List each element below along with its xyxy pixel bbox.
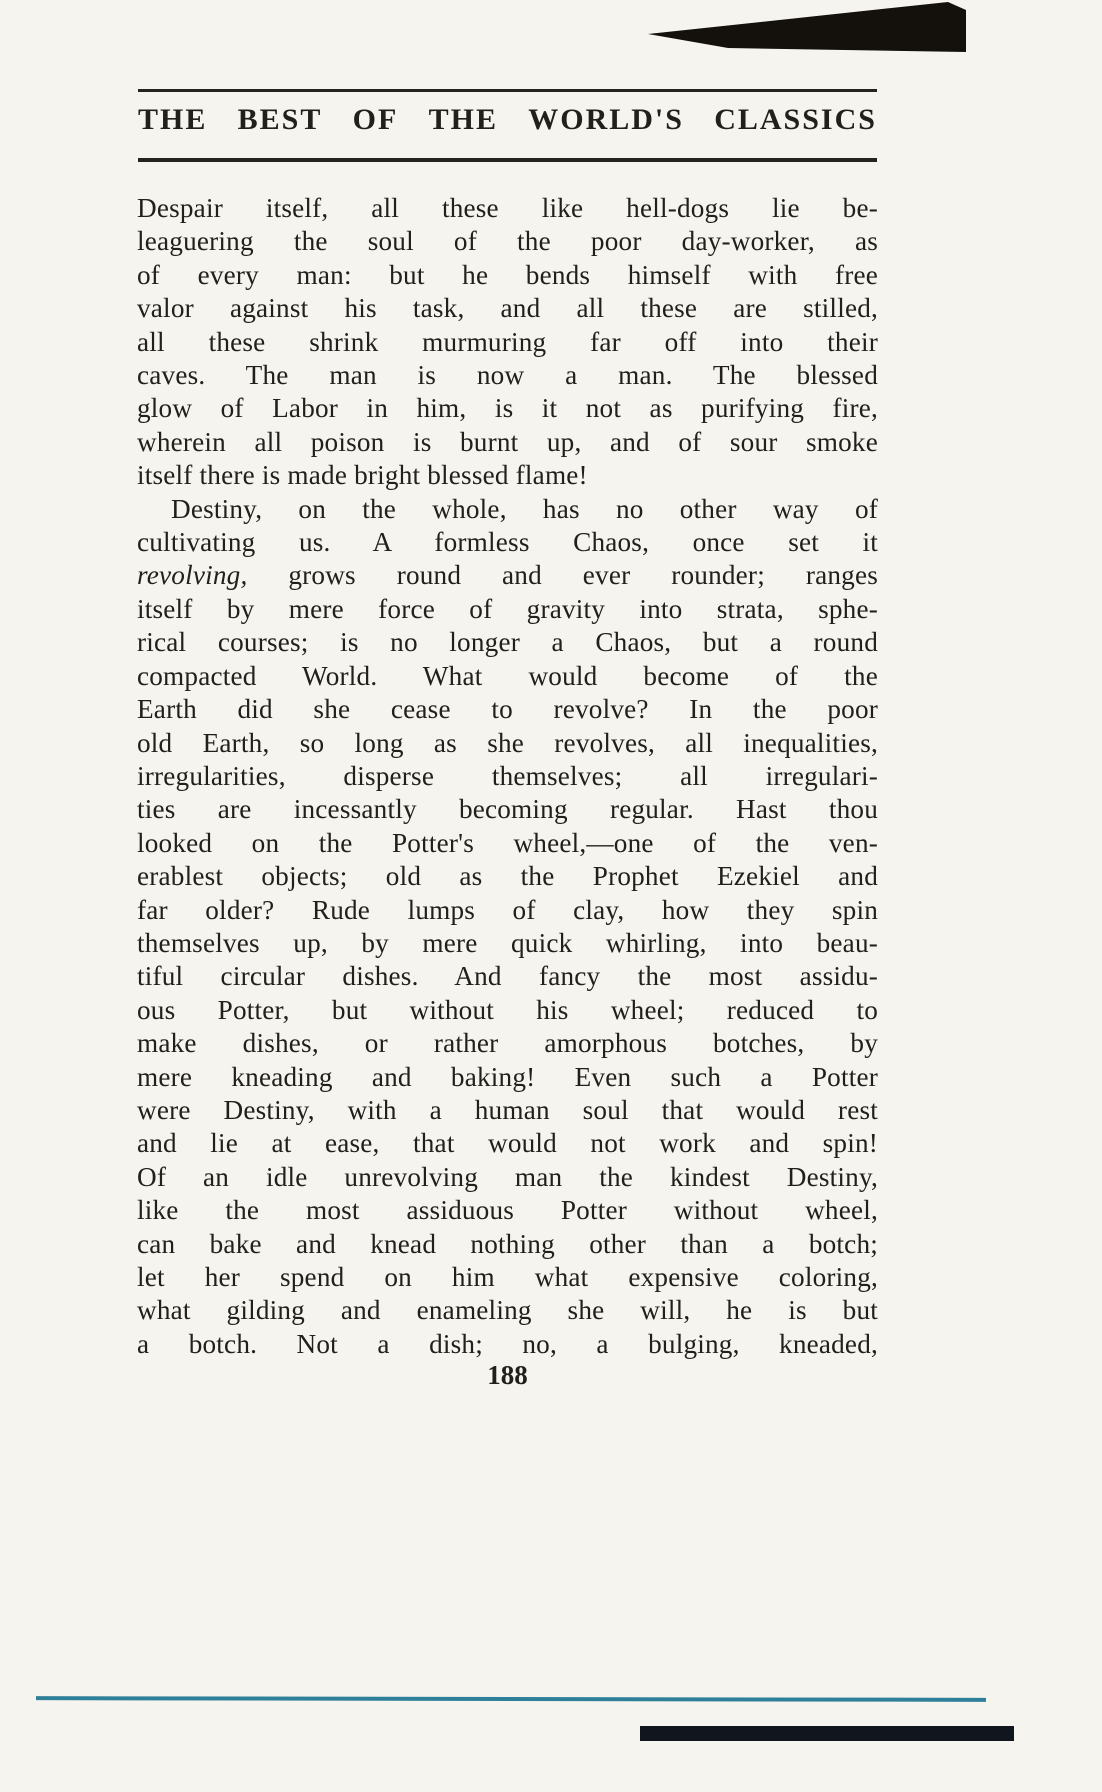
text-line: a botch. Not a dish; no, a bulging, kneaded, [137,1328,878,1359]
text-line: leaguering the soul of the poor day-worker, as [137,226,878,257]
running-head-word: WORLD'S [528,103,684,136]
running-head-word: THE [138,103,208,136]
text-line: compacted World. What would become of the [137,660,878,691]
text-line: rical courses; is no longer a Chaos, but a round [137,627,878,658]
text-line: caves. The man is now a man. The blessed [137,360,878,391]
running-head-word: OF [352,103,399,136]
running-head-word: THE [428,103,498,136]
body-text [137,192,878,1361]
header-rule-top [138,89,877,92]
header-rule-bottom [138,158,877,162]
page-number: 188 [487,1360,528,1390]
text-line: Destiny, on the whole, has no other way of [171,493,878,524]
text-line: looked on the Potter's wheel,—one of the ven- [137,827,878,858]
scan-artifact-dark-bar [640,1726,1014,1741]
italic-word: revolving, [137,560,248,591]
text-line: themselves up, by mere quick whirling, into beau- [137,927,878,958]
running-head-word: CLASSICS [714,103,877,136]
text-line: valor against his task, and all these are stilled, [137,293,878,324]
text-line: can bake and knead nothing other than a botch; [137,1228,878,1259]
scan-artifact-blue-line [36,1696,986,1702]
text-line: itself by mere force of gravity into strata, sphe- [137,593,878,624]
text-line: old Earth, so long as she revolves, all inequalities, [137,727,878,758]
text-line: and lie at ease, that would not work and spin! [137,1128,878,1159]
text-line: like the most assiduous Potter without wheel, [137,1195,878,1226]
text-line: glow of Labor in him, is it not as purifying fire, [137,393,878,424]
text-line: all these shrink murmuring far off into their [137,326,878,357]
running-head-title [138,103,877,137]
text-line: wherein all poison is burnt up, and of sour smoke [137,426,878,457]
text-line: cultivating us. A formless Chaos, once set it [137,527,878,558]
text-line: let her spend on him what expensive coloring, [137,1262,878,1292]
scan-artifact-corner-wedge [648,2,966,54]
text-line: Despair itself, all these like hell-dogs lie be- [137,193,878,223]
text-line: revolving, grows round and ever rounder; ranges [137,560,878,591]
text-line: Earth did she cease to revolve? In the poor [137,694,878,725]
text-line: itself there is made bright blessed flame! [137,460,588,491]
text-line: of every man: but he bends himself with free [137,259,878,290]
text-line: irregularities, disperse themselves; all irregulari- [137,760,878,791]
text-line: Of an idle unrevolving man the kindest Destiny, [137,1161,878,1192]
text-line: far older? Rude lumps of clay, how they spin [137,894,878,925]
text-line: ties are incessantly becoming regular. Hast thou [137,794,878,825]
text-line: tiful circular dishes. And fancy the most assidu- [137,961,878,992]
text-line: erablest objects; old as the Prophet Ezekiel and [137,861,878,892]
text-line: mere kneading and baking! Even such a Potter [137,1061,878,1092]
text-line: make dishes, or rather amorphous botches, by [137,1028,878,1059]
text-line: ous Potter, but without his wheel; reduced to [137,994,878,1025]
text-line: were Destiny, with a human soul that would rest [137,1094,878,1125]
running-head-word: BEST [237,103,323,136]
text-line: what gilding and enameling she will, he is but [137,1295,878,1326]
